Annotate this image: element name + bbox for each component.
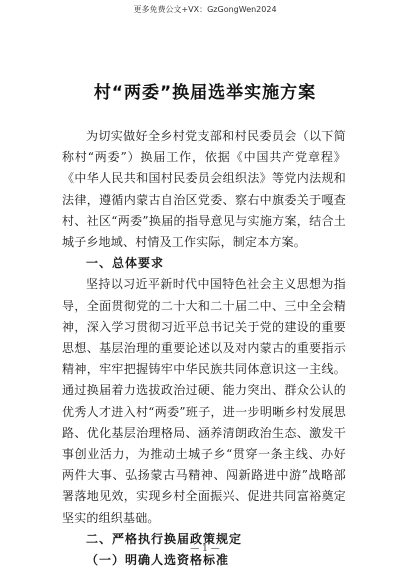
section1-heading: 一、总体要求: [86, 256, 165, 271]
page-number: — 1 —: [190, 544, 220, 554]
header-note: 更多免费公文+VX：GzGongWen2024: [133, 5, 277, 14]
intro-paragraph: 为切实做好全乡村党支部和村民委员会（以下简称村“两委”）换届工作，依据《中国共产党章程》《中华人民共和国村民委员会组织法》等党内法规和法律，遵循内蒙古自治区党委、察右中旗委关于嘎查村、社区“两委”换届的指导意见与实施方案，结合土城子乡地域、村情及工作实际，制定本方案。: [62, 129, 346, 250]
document-title: 村“两委”换届选举实施方案: [93, 83, 317, 103]
section2-heading: 二、严格执行换届政策规定: [86, 531, 243, 546]
subsection1-heading: （一）明确人选资格标准: [86, 553, 230, 568]
section1-paragraph: 坚持以习近平新时代中国特色社会主义思想为指导，全面贯彻党的二十大和二十届二中、三中全会精神，深入学习贯彻习近平总书记关于党的建设的重要思想、基层治理的重要论述以及对内蒙古的重要指示精神，牢牢把握铸牢中华民族共同体意识这一主线。通过换届着力选拔政治过硬、能力突出、群众公认的优秀人才进入村“两委”班子，进一步明晰乡村发展思路、优化基层治理格局、涵养清朗政治生态、激发干事创业活力，为推动土城子乡“贯穿一条主线、办好两件大事、弘扬蒙古马精神、闯新路进中游”战略部署落地见效，实现乡村全面振兴、促进共同富裕奠定坚实的组织基础。: [62, 277, 346, 525]
document-body: [62, 126, 346, 571]
